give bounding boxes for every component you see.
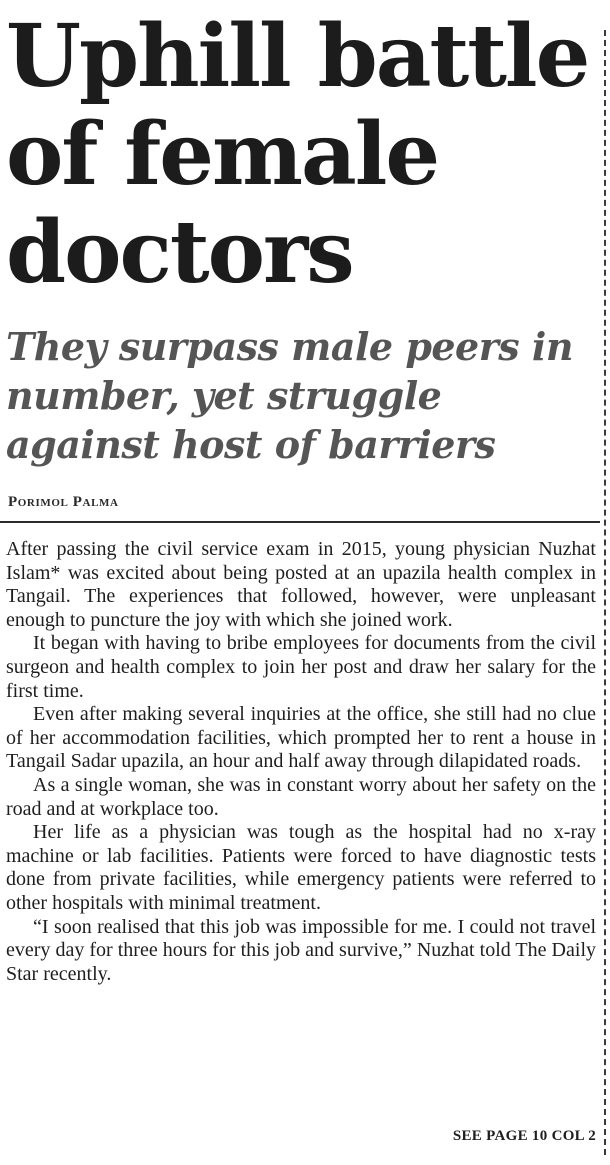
subheadline: They surpass male peers in number, yet struggle against host of barriers [6,324,573,467]
paragraph-5: Her life as a physician was tough as the hospital had no x-ray machine or lab facilities. Patients were forced to have diagnostic tests done from private facilities, while emergency patients were referred to other hospitals with minimal treatment. [6,821,596,914]
column-divider [604,30,606,1155]
paragraph-1: After passing the civil service exam in 2015, young physician Nuzhat Islam* was excited about being posted at an upazila health complex in Tangail. The experiences that followed, however, were unpleasant enough to puncture the joy with which she joined work. [6,538,596,631]
paragraph-3: Even after making several inquiries at the office, she still had no clue of her accommodation facilities, which prompted her to rent a house in Tangail Sadar upazila, an hour and half away through dilapidated roads. [6,703,596,773]
article-body [6,538,596,986]
paragraph-4: As a single woman, she was in constant worry about her safety on the road and at workplace too. [6,773,596,820]
paragraph-2: It began with having to bribe employees for documents from the civil surgeon and health complex to join her post and draw her salary for the first time. [6,632,596,702]
headline: Uphill battle of female doctors [6,6,589,303]
byline-divider [0,521,600,523]
byline: Porimol Palma [8,494,119,510]
paragraph-6: “I soon realised that this job was impossible for me. I could not travel every day for three hours for this job and survive,” Nuzhat told The Daily Star recently. [6,915,596,985]
continuation-note: SEE PAGE 10 COL 2 [452,1128,596,1144]
